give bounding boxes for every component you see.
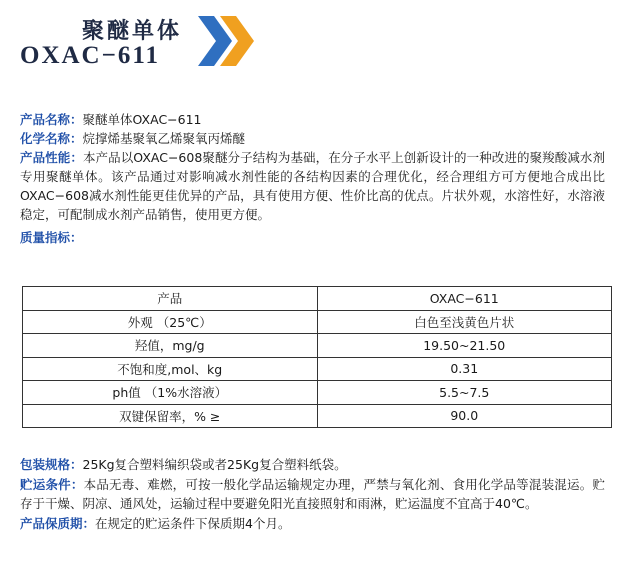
product-header — [20, 10, 260, 70]
storage-label: 贮运条件： — [20, 476, 84, 492]
table-row — [23, 381, 612, 405]
product-title-en: OXAC−611 — [20, 42, 160, 69]
storage-line — [20, 475, 605, 514]
table-header-cell: 产品 — [23, 287, 318, 311]
table-cell: 5.5~7.5 — [317, 381, 612, 405]
table-cell: 羟值，mg/g — [23, 334, 318, 358]
quality-spec-table — [22, 286, 612, 428]
product-name-value: 聚醚单体OXAC−611 — [82, 112, 202, 127]
packaging-line — [20, 455, 605, 475]
table-cell: 外观 （25℃） — [23, 310, 318, 334]
storage-value: 本品无毒、难燃，可按一般化学品运输规定办理，严禁与氧化剂、食用化学品等混装混运。贮存于干燥、阴凉、通风处，运输过程中要避免阳光直接照射和雨淋，贮运温度不宜高于40℃。 — [20, 476, 605, 511]
table-cell: ph值 （1%水溶液） — [23, 381, 318, 405]
shelf-life-line — [20, 514, 605, 534]
product-name-label: 产品名称： — [20, 112, 83, 127]
double-chevron-icon — [198, 16, 268, 66]
chemical-name-line — [20, 129, 605, 148]
table-cell: 19.50~21.50 — [317, 334, 612, 358]
performance-text: 本产品以OXAC−608聚醚分子结构为基础，在分子水平上创新设计的一种改进的聚羧酸减水剂专用聚醚单体。该产品通过对影响减水剂性能的各结构因素的合理优化，经合理组方可方便地合成出比OXAC−608减水剂性能更佳优异的产品，具有使用方便、性价比高的优点。片状外观，水溶性好，水溶液稳定，可配制成水剂产品销售，使用更方便。 — [20, 150, 605, 222]
shelf-life-label: 产品保质期： — [20, 515, 96, 531]
table-header-row — [23, 287, 612, 311]
chemical-name-value: 烷撑烯基聚氧乙烯聚氧丙烯醚 — [82, 131, 246, 146]
table-row — [23, 310, 612, 334]
performance-label: 产品性能： — [20, 150, 83, 165]
table-row — [23, 334, 612, 358]
quality-title: 质量指标： — [20, 230, 83, 245]
product-info — [20, 110, 605, 247]
shelf-life-value: 在规定的贮运条件下保质期4个月。 — [95, 515, 291, 531]
product-title-cn: 聚醚单体 — [82, 18, 183, 44]
product-name-line — [20, 110, 605, 129]
table-cell: 不饱和度,mol、kg — [23, 357, 318, 381]
table-header-cell: OXAC−611 — [317, 287, 612, 311]
table-row — [23, 357, 612, 381]
table-cell: 90.0 — [317, 404, 612, 428]
packaging-value: 25Kg复合塑料编织袋或者25Kg复合塑料纸袋。 — [82, 457, 347, 472]
product-footer-info — [20, 455, 605, 533]
table-cell: 0.31 — [317, 357, 612, 381]
table-cell: 双键保留率，% ≥ — [23, 404, 318, 428]
packaging-label: 包装规格： — [20, 457, 83, 472]
table-row — [23, 404, 612, 428]
product-performance — [20, 148, 605, 224]
table-cell: 白色至浅黄色片状 — [317, 310, 612, 334]
chemical-name-label: 化学名称： — [20, 131, 83, 146]
